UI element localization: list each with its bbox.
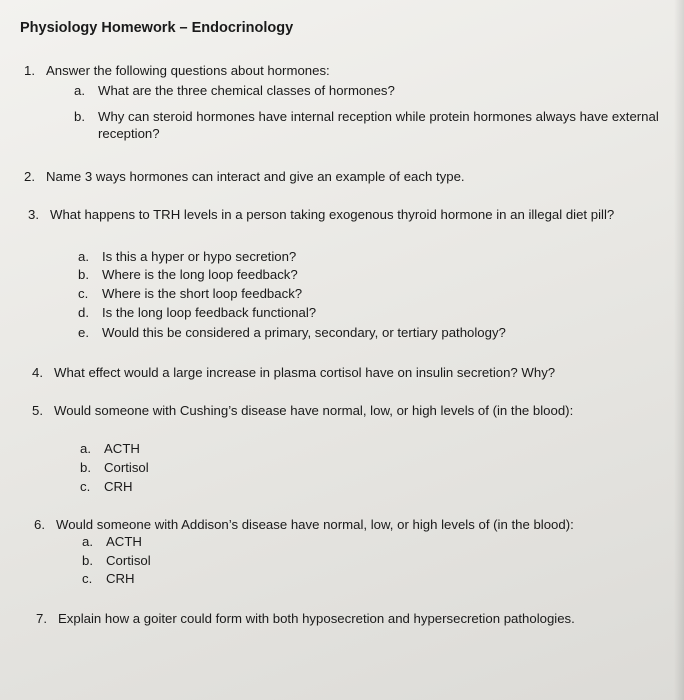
sub-letter: a. <box>74 83 85 98</box>
sub-letter: a. <box>80 441 91 456</box>
sub-letter: a. <box>82 534 93 549</box>
page-edge-shadow <box>674 0 684 700</box>
sub-letter: c. <box>80 479 91 494</box>
question-3 <box>28 206 668 223</box>
page-title: Physiology Homework – Endocrinology <box>20 20 294 36</box>
question-3-sub-b <box>78 266 658 283</box>
question-3-sub-a <box>78 248 658 265</box>
question-text: Name 3 ways hormones can interact and give an example of each type. <box>46 169 465 184</box>
question-number: 2. <box>24 169 35 184</box>
question-number: 4. <box>32 365 43 380</box>
question-5-sub-c <box>80 478 380 495</box>
sub-text: CRH <box>104 479 133 494</box>
sub-text: Would this be considered a primary, secondary, or tertiary pathology? <box>102 325 506 340</box>
question-5-sub-b <box>80 459 380 476</box>
sub-text: Why can steroid hormones have internal reception while protein hormones always have external reception? <box>98 109 659 141</box>
sub-text: What are the three chemical classes of hormones? <box>98 83 395 98</box>
sub-text: CRH <box>106 571 135 586</box>
sub-letter: b. <box>78 267 89 282</box>
question-3-sub-c <box>78 285 658 302</box>
question-number: 3. <box>28 207 39 222</box>
question-text: What effect would a large increase in plasma cortisol have on insulin secretion? Why? <box>54 365 556 380</box>
sub-letter: a. <box>78 249 89 264</box>
question-3-sub-e <box>78 324 658 341</box>
question-2 <box>24 168 664 185</box>
question-5 <box>32 402 672 419</box>
question-1-sub-a <box>74 82 664 99</box>
sub-text: Where is the short loop feedback? <box>102 286 303 301</box>
question-6-sub-c <box>82 570 382 587</box>
question-number: 6. <box>34 517 45 532</box>
question-7 <box>36 610 676 627</box>
question-6 <box>34 516 674 533</box>
question-text: What happens to TRH levels in a person taking exogenous thyroid hormone in an illegal diet pill? <box>50 207 615 222</box>
sub-letter: b. <box>82 553 93 568</box>
question-number: 1. <box>24 63 35 78</box>
question-text: Explain how a goiter could form with both hyposecretion and hypersecretion pathologies. <box>58 611 575 626</box>
question-6-sub-b <box>82 552 382 569</box>
sub-text: ACTH <box>104 441 140 456</box>
question-text: Answer the following questions about hormones: <box>46 63 330 78</box>
question-6-sub-a <box>82 533 382 550</box>
sub-text: Is this a hyper or hypo secretion? <box>102 249 297 264</box>
sub-letter: c. <box>78 286 89 301</box>
sub-text: ACTH <box>106 534 142 549</box>
question-text: Would someone with Cushing’s disease have normal, low, or high levels of (in the blood): <box>54 403 574 418</box>
sub-letter: d. <box>78 305 89 320</box>
question-1-sub-b <box>74 108 668 142</box>
sub-letter: b. <box>80 460 91 475</box>
sub-text: Cortisol <box>104 460 149 475</box>
question-number: 5. <box>32 403 43 418</box>
question-3-sub-d <box>78 304 658 321</box>
sub-letter: c. <box>82 571 93 586</box>
question-5-sub-a <box>80 440 380 457</box>
sub-letter: e. <box>78 325 89 340</box>
question-4 <box>32 364 672 381</box>
sub-letter: b. <box>74 109 85 124</box>
sub-text: Is the long loop feedback functional? <box>102 305 317 320</box>
sub-text: Cortisol <box>106 553 151 568</box>
question-text: Would someone with Addison’s disease have normal, low, or high levels of (in the blood): <box>56 517 574 532</box>
sub-text: Where is the long loop feedback? <box>102 267 298 282</box>
question-1 <box>24 62 664 79</box>
question-number: 7. <box>36 611 47 626</box>
